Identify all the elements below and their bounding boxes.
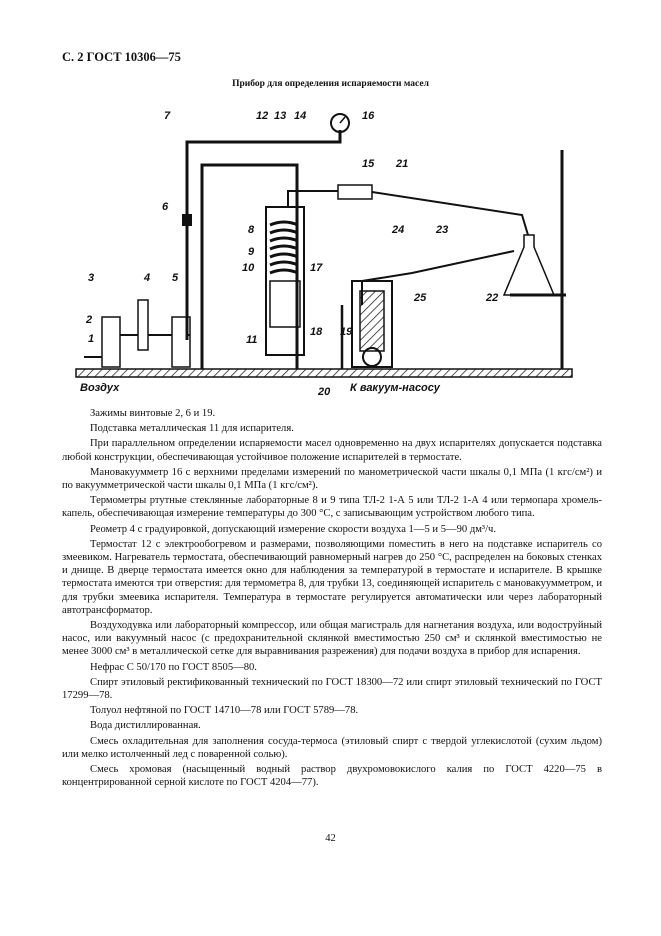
paragraph: Зажимы винтовые 2, 6 и 19. [90, 408, 216, 419]
svg-text:19: 19 [340, 326, 353, 338]
paragraph: Смесь хромовая (насыщенный водный раствор двухромовокислого калия по ГОСТ 4220—75 в концентрированной серной кислоте по ГОСТ 4204—77). [62, 764, 602, 789]
svg-text:17: 17 [310, 262, 323, 274]
svg-text:11: 11 [246, 334, 258, 346]
air-line [84, 335, 190, 357]
condenser-21 [338, 185, 372, 199]
svg-text:1: 1 [88, 333, 95, 345]
bottle-3 [102, 317, 120, 367]
pipe-14 [294, 130, 340, 142]
svg-text:6: 6 [162, 201, 169, 213]
paragraph: Термометры ртутные стеклянные лабораторные 8 и 9 типа ТЛ-2 1-А 5 или ТЛ-2 1-А 4 или термопара хромель-капель, обеспечивающая измерение температуры до 300 °С, с записывающим устройством любого типа. [62, 495, 602, 520]
flask-22 [504, 235, 554, 295]
svg-text:12: 12 [256, 110, 269, 122]
paragraph: Подставка металлическая 11 для испарителя. [90, 423, 294, 435]
paragraph: Мановакуумметр 16 с верхними пределами измерений по манометрической части шкалы 0,1 МПа (1 кгс/см²) и по вакуумметрической части шкалы 0,1 МПа (1 кгс/см²). [62, 466, 602, 492]
paragraph: При параллельном определении испаряемости масел одновременно на двух испарителях допускается подставка любой конструкции, обеспечивающая устойчивое положение испарителей в термостате. [62, 438, 602, 463]
svg-text:14: 14 [294, 110, 307, 122]
clamp-6 [183, 215, 191, 225]
svg-text:20: 20 [318, 386, 331, 398]
coil [270, 222, 298, 273]
svg-text:22: 22 [486, 292, 499, 304]
paragraph: Реометр 4 с градуировкой, допускающий измерение скорости воздуха 1—5 и 5—90 дм³/ч. [90, 523, 497, 535]
paragraph: Смесь охладительная для заполнения сосуда-термоса (этиловый спирт с твердой углекислотой (сухим льдом) или мелко истолченный лед с поваренной солью). [62, 735, 602, 760]
paragraph: Термостат 12 с электрообогревом и размерами, позволяющими поместить в него на подставке испаритель со змеевиком. Нагреватель термостата, обеспечивающий равномерный нагрев до 250 °С, распределен на боковых стенках и днище. В дверце термостата имеется окно для наблюдения за температурой в термостате и испарителе. В крышке термостата имеются три отверстия: для термометра 8, для трубки 13, соединяющей испаритель с мановакуумметром, и для трубки змеевика испарителя. Температура в термостате регулируется автоматически или через лабораторный автотрансформатор. [62, 538, 602, 616]
svg-text:15: 15 [362, 158, 375, 170]
paragraph: Спирт этиловый ректификованный технический по ГОСТ 18300—72 или спирт этиловый технический по ГОСТ 17299—78. [62, 676, 602, 702]
paragraph: Нефрас С 50/170 по ГОСТ 8505—80. [90, 661, 257, 673]
pump-label: К вакуум-насосу [350, 382, 440, 394]
body-text [62, 407, 602, 791]
base-hatch [76, 369, 572, 377]
svg-text:7: 7 [164, 110, 171, 122]
svg-text:4: 4 [144, 272, 151, 284]
page-header: С. 2 ГОСТ 10306—75 [62, 50, 181, 64]
svg-text:10: 10 [242, 262, 255, 274]
label-2: 2 [86, 314, 93, 326]
svg-text:3: 3 [88, 272, 95, 284]
svg-text:8: 8 [248, 224, 255, 236]
air-label: Воздух [80, 382, 120, 394]
svg-text:18: 18 [310, 326, 323, 338]
svg-text:21: 21 [396, 158, 409, 170]
paragraph: Толуол нефтяной по ГОСТ 14710—78 или ГОСТ 5789—78. [90, 705, 359, 717]
paragraph: Вода дистиллированная. [90, 720, 201, 732]
svg-text:25: 25 [414, 292, 427, 304]
svg-text:24: 24 [392, 224, 405, 236]
apparatus-diagram [62, 95, 582, 403]
svg-text:5: 5 [172, 272, 179, 284]
svg-text:13: 13 [274, 110, 287, 122]
figure-title: Прибор для определения испаряемости масел [232, 79, 429, 89]
rheometer-4 [138, 300, 148, 350]
page-number: 42 [325, 833, 336, 844]
svg-text:16: 16 [362, 110, 375, 122]
paragraph: Воздуходувка или лабораторный компрессор, или общая магистраль для нагнетания воздуха, или водоструйный насос, или вакуумный насос (с предохранительной склянкой вместимостью 250 см³ и склянкой вместимостью не менее 3000 см³ в металлической сетке для выравнивания разрежения) для подачи воздуха в прибор для испарения. [62, 620, 602, 658]
svg-text:23: 23 [436, 224, 449, 236]
svg-text:9: 9 [248, 246, 255, 258]
thermos-inner [360, 291, 384, 351]
